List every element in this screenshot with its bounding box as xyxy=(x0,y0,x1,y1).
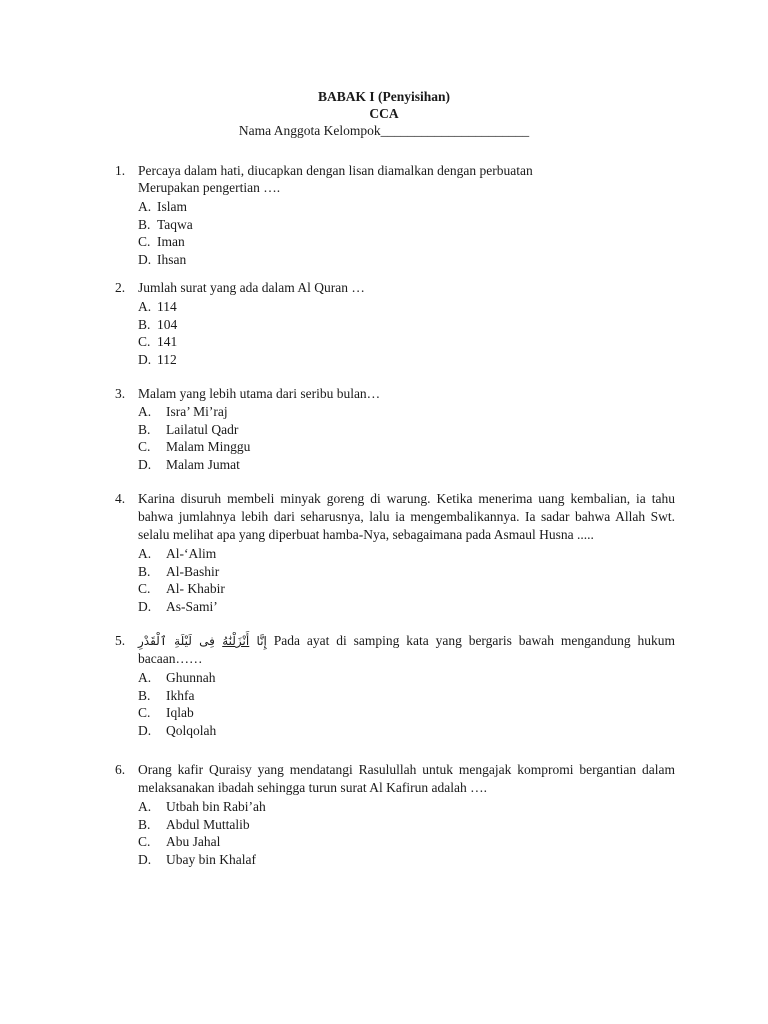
option-letter: C. xyxy=(138,439,151,454)
options-list xyxy=(138,545,675,615)
page-subtitle: CCA xyxy=(369,106,399,121)
arabic-text: إِنَّا xyxy=(249,634,267,648)
option-a xyxy=(138,298,675,316)
option-d xyxy=(138,456,675,474)
option-text: Al- Khabir xyxy=(166,581,225,596)
option-letter: B. xyxy=(138,563,151,579)
option-d xyxy=(138,351,675,369)
option-letter: C. xyxy=(138,834,151,849)
option-letter: B. xyxy=(138,421,151,437)
question-text: Jumlah surat yang ada dalam Al Quran … xyxy=(138,280,365,295)
question-text: Pada ayat di samping kata yang bergaris bawah mengandung hukum bacaan…… xyxy=(138,633,676,666)
option-letter: B. xyxy=(138,216,151,232)
question-text-line2: Merupakan pengertian …. xyxy=(138,180,281,195)
option-letter: D. xyxy=(138,598,152,614)
option-letter: A. xyxy=(138,299,152,314)
option-text: 141 xyxy=(157,334,178,349)
question-text: Percaya dalam hati, diucapkan dengan lisan diamalkan dengan perbuatan xyxy=(138,163,533,178)
option-letter: D. xyxy=(138,456,152,472)
option-text: 112 xyxy=(157,351,177,367)
option-letter: C. xyxy=(138,581,151,596)
option-b xyxy=(138,816,675,834)
option-b xyxy=(138,316,675,334)
option-letter: C. xyxy=(138,234,151,249)
option-letter: B. xyxy=(138,316,151,332)
option-c xyxy=(138,438,675,456)
option-letter: C. xyxy=(138,334,151,349)
option-a xyxy=(138,669,675,687)
question-text: Malam yang lebih utama dari seribu bulan… xyxy=(138,386,381,401)
option-letter: D. xyxy=(138,851,152,867)
option-text: Abdul Muttalib xyxy=(166,816,250,832)
option-letter: A. xyxy=(138,199,152,214)
question-2 xyxy=(115,279,675,368)
page-title: BABAK I (Penyisihan) xyxy=(317,89,451,104)
option-text: Ihsan xyxy=(157,251,187,267)
question-4 xyxy=(115,490,675,615)
option-text: Qolqolah xyxy=(166,722,217,738)
question-number: 4. xyxy=(115,491,126,506)
option-text: Iqlab xyxy=(166,705,194,720)
question-number: 2. xyxy=(115,280,126,295)
option-letter: A. xyxy=(138,546,152,561)
option-text: Malam Minggu xyxy=(166,439,251,454)
option-letter: D. xyxy=(138,722,152,738)
options-list xyxy=(138,298,675,368)
options-list xyxy=(138,798,675,868)
document-header xyxy=(0,88,768,139)
option-b xyxy=(138,421,675,439)
underlined-word: أَنْزَلْنَٰهُ xyxy=(222,634,250,648)
option-d xyxy=(138,598,675,616)
options-list xyxy=(138,198,675,268)
option-text: 114 xyxy=(157,299,177,314)
option-letter: B. xyxy=(138,816,151,832)
arabic-verse xyxy=(138,634,267,648)
question-6 xyxy=(115,761,675,868)
option-letter: D. xyxy=(138,351,152,367)
question-number: 6. xyxy=(115,762,126,777)
option-text: Al-Bashir xyxy=(166,563,220,579)
question-5 xyxy=(115,632,675,739)
option-c xyxy=(138,580,675,598)
option-text: Utbah bin Rabi’ah xyxy=(166,799,266,814)
option-letter: D. xyxy=(138,251,152,267)
option-text: Islam xyxy=(157,199,187,214)
option-d xyxy=(138,851,675,869)
option-text: Malam Jumat xyxy=(166,456,240,472)
question-text: Orang kafir Quraisy yang mendatangi Rasulullah untuk mengajak kompromi bergantian dalam melaksanakan ibadah sehingga turun surat Al Kafirun adalah …. xyxy=(138,762,675,795)
option-text: Ubay bin Khalaf xyxy=(166,851,256,867)
question-number: 5. xyxy=(115,633,126,648)
option-text: Lailatul Qadr xyxy=(166,421,239,437)
option-text: Iman xyxy=(157,234,185,249)
question-number: 3. xyxy=(115,386,126,401)
option-text: Abu Jahal xyxy=(166,834,221,849)
option-letter: A. xyxy=(138,799,152,814)
option-a xyxy=(138,403,675,421)
question-number: 1. xyxy=(115,163,126,178)
option-c xyxy=(138,704,675,722)
option-letter: B. xyxy=(138,687,151,703)
option-c xyxy=(138,833,675,851)
option-a xyxy=(138,545,675,563)
option-letter: A. xyxy=(138,404,152,419)
option-a xyxy=(138,198,675,216)
arabic-text: فِى لَيْلَةِ ٱلْقَدْرِ xyxy=(138,634,223,648)
question-1 xyxy=(115,162,675,268)
option-text: As-Sami’ xyxy=(166,598,218,614)
option-b xyxy=(138,216,675,234)
option-letter: A. xyxy=(138,670,152,685)
option-text: Al-‘Alim xyxy=(166,546,217,561)
question-text: Karina disuruh membeli minyak goreng di warung. Ketika menerima uang kembalian, ia tahu bahwa jumlahnya lebih dari seharusnya, lalu ia mengembalikannya. Ia sadar bahwa Allah Swt. selalu melihat apa yang diperbuat hamba-Nya, sebagaimana pada Asmaul Husna ..... xyxy=(138,491,675,542)
option-text: Isra’ Mi’raj xyxy=(166,404,228,419)
option-c xyxy=(138,333,675,351)
option-text: Ikhfa xyxy=(166,687,195,703)
options-list xyxy=(138,669,675,739)
option-b xyxy=(138,687,675,705)
option-d xyxy=(138,251,675,269)
option-a xyxy=(138,798,675,816)
option-text: Taqwa xyxy=(157,216,193,232)
option-b xyxy=(138,563,675,581)
option-c xyxy=(138,233,675,251)
option-text: Ghunnah xyxy=(166,670,216,685)
options-list xyxy=(138,403,675,473)
option-letter: C. xyxy=(138,705,151,720)
group-name-line: Nama Anggota Kelompok______________________ xyxy=(238,123,530,138)
option-text: 104 xyxy=(157,316,178,332)
option-d xyxy=(138,722,675,740)
question-3 xyxy=(115,385,675,473)
